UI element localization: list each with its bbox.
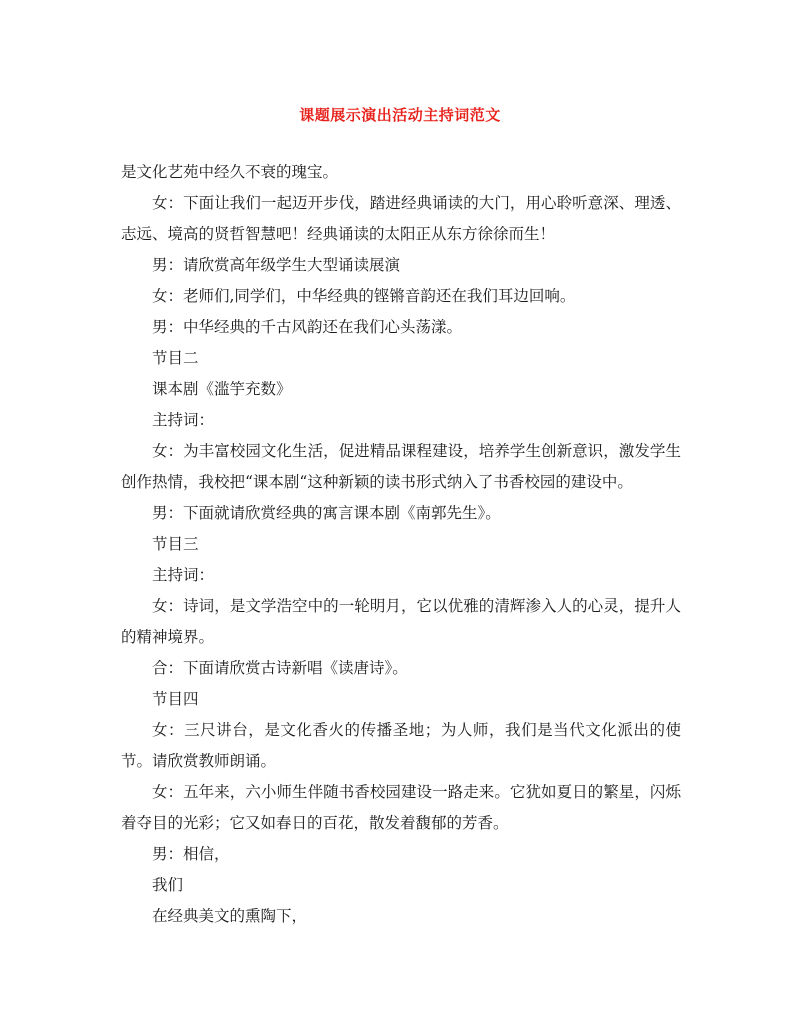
paragraph-classics-influence: 在经典美文的熏陶下， [152, 907, 308, 925]
paragraph-male-host-believe: 男：相信， [152, 845, 230, 863]
paragraph-female-host-five-years: 女：五年来，六小师生伴随书香校园建设一路走来。它犹如夏日的繁星，闪烁着夺目的光彩；它又如春日的百花，散发着馥郁的芳香。 [121, 783, 681, 832]
paragraph-male-host-charm: 男：中华经典的千古风韵还在我们心头荡漾。 [152, 318, 463, 336]
program-heading-2: 节目二 [152, 349, 199, 367]
paragraph-together-poem-song: 合：下面请欣赏古诗新唱《读唐诗》。 [152, 659, 408, 677]
paragraph-we: 我们 [152, 876, 184, 894]
paragraph-male-host-fable: 男：下面就请欣赏经典的寓言课本剧《南郭先生》。 [152, 504, 501, 522]
program-heading-4: 节目四 [152, 690, 199, 708]
paragraph-continuation: 是文化艺苑中经久不衰的瑰宝。 [121, 163, 339, 181]
host-words-label: 主持词： [152, 411, 215, 429]
paragraph-female-host-poetry: 女：诗词，是文学浩空中的一轮明月，它以优雅的清辉渗入人的心灵，提升人的精神境界。 [121, 597, 681, 646]
host-words-label: 主持词： [152, 566, 215, 584]
program-title-2: 课本剧《滥竽充数》 [152, 380, 292, 398]
paragraph-female-host-echo: 女：老师们,同学们，中华经典的铿锵音韵还在我们耳边回响。 [152, 287, 576, 305]
document-title: 课题展示演出活动主持词范文 [299, 106, 501, 124]
paragraph-male-host-recital: 男：请欣赏高年级学生大型诵读展演 [152, 256, 401, 274]
program-heading-3: 节目三 [152, 535, 199, 553]
paragraph-female-host-drama: 女：为丰富校园文化生活，促进精品课程建设，培养学生创新意识，激发学生创作热情，我校把“课本剧“这种新颖的读书形式纳入了书香校园的建设中。 [121, 442, 681, 491]
paragraph-female-host-intro: 女：下面让我们一起迈开步伐，踏进经典诵读的大门，用心聆听意深、理透、志远、境高的贤哲智慧吧！经典诵读的太阳正从东方徐徐而生！ [121, 194, 681, 243]
document-body [121, 157, 681, 932]
paragraph-female-host-teachers: 女：三尺讲台，是文化香火的传播圣地；为人师，我们是当代文化派出的使节。请欣赏教师朗诵。 [121, 721, 681, 770]
